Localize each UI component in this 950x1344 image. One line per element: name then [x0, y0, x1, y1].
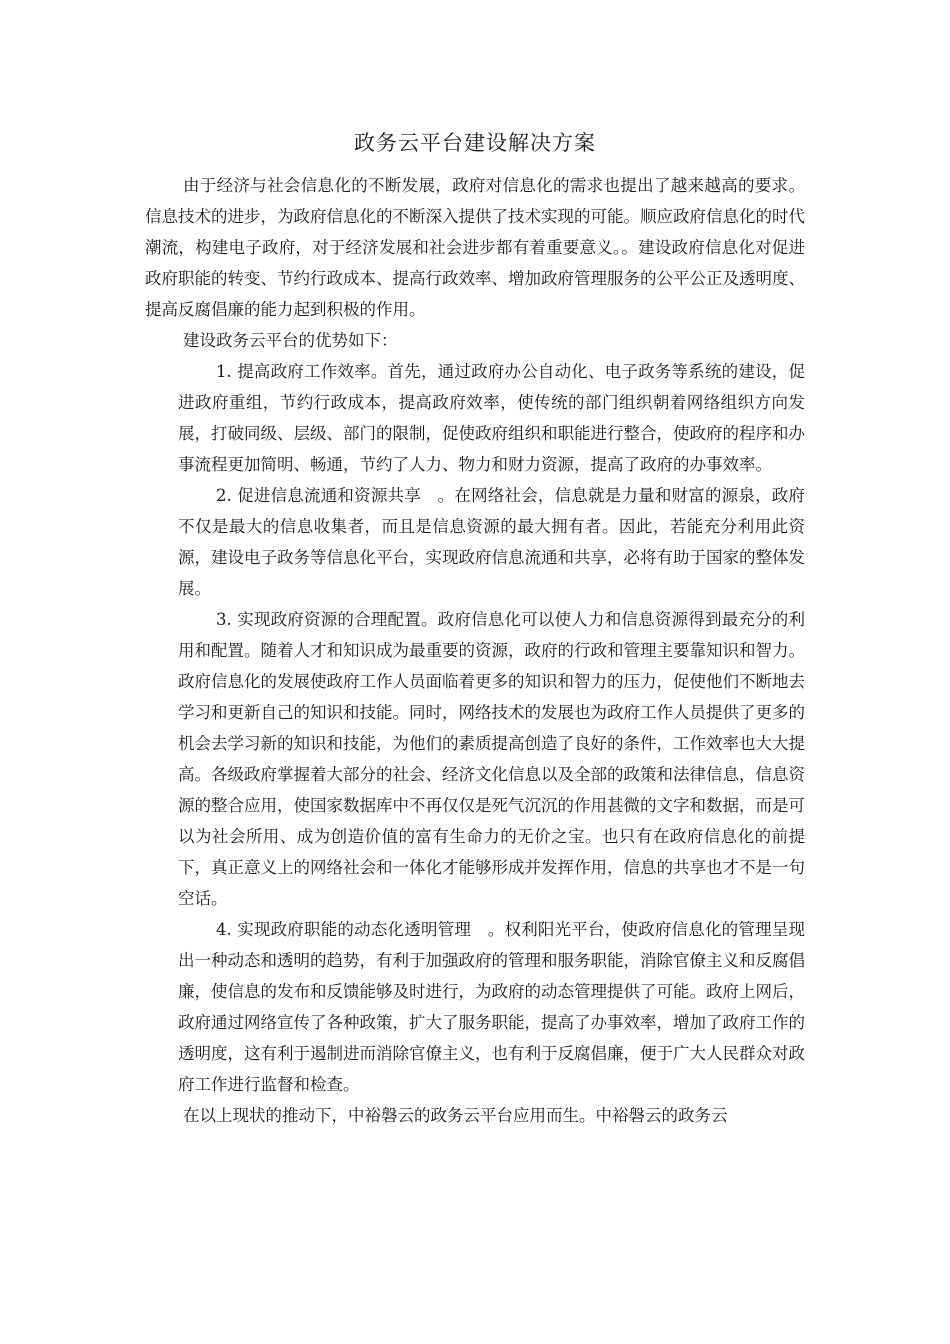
closing-paragraph: 在以上现状的推动下，中裕磐云的政务云平台应用而生。中裕磐云的政务云: [183, 1106, 728, 1125]
advantages-heading: 建设政务云平台的优势如下：: [183, 331, 398, 350]
document-title: 政务云平台建设解决方案: [354, 131, 596, 155]
advantage-item-4: 4. 实现政府职能的动态化透明管理 。权利阳光平台，使政府信息化的管理呈现出一种动态和透明的趋势，有利于加强政府的管理和服务职能，消除官僚主义和反腐倡廉，使信息的发布和反馈能够及时进行，为政府的动态管理提供了可能。政府上网后，政府通过网络宣传了各种政策，扩大了服务职能，提高了办事效率，增加了政府工作的透明度，这有利于遏制进而消除官僚主义，也有利于反腐倡廉，便于广大人民群众对政府工作进行监督和检查。: [178, 920, 805, 1094]
intro-paragraph: 由于经济与社会信息化的不断发展，政府对信息化的需求也提出了越来越高的要求。信息技术的进步，为政府信息化的不断深入提供了技术实现的可能。顺应政府信息化的时代潮流，构建电子政府，对于经济发展和社会进步都有着重要意义。。建设政府信息化对促进政府职能的转变、节约行政成本、提高行政效率、增加政府管理服务的公平公正及透明度、提高反腐倡廉的能力起到积极的作用。: [145, 176, 805, 319]
advantage-item-1: 1. 提高政府工作效率。首先，通过政府办公自动化、电子政务等系统的建设，促进政府重组，节约行政成本，提高政府效率，使传统的部门组织朝着网络组织方向发展，打破同级、层级、部门的限制，促使政府组织和职能进行整合，使政府的程序和办事流程更加简明、畅通，节约了人力、物力和财力资源，提高了政府的办事效率。: [178, 362, 805, 474]
advantage-item-2: 2. 促进信息流通和资源共享 。在网络社会，信息就是力量和财富的源泉，政府不仅是最大的信息收集者，而且是信息资源的最大拥有者。因此，若能充分利用此资源，建设电子政务等信息化平台，实现政府信息流通和共享，必将有助于国家的整体发展。: [178, 486, 805, 598]
document-body: [145, 170, 805, 1131]
advantage-item-3: 3. 实现政府资源的合理配置。政府信息化可以使人力和信息资源得到最充分的利用和配置。随着人才和知识成为最重要的资源，政府的行政和管理主要靠知识和智力。政府信息化的发展使政府工作人员面临着更多的知识和智力的压力，促使他们不断地去学习和更新自己的知识和技能。同时，网络技术的发展也为政府工作人员提供了更多的机会去学习新的知识和技能，为他们的素质提高创造了良好的条件，工作效率也大大提高。各级政府掌握着大部分的社会、经济文化信息以及全部的政策和法律信息，信息资源的整合应用，使国家数据库中不再仅仅是死气沉沉的作用甚微的文字和数据，而是可以为社会所用、成为创造价值的富有生命力的无价之宝。也只有在政府信息化的前提下，真正意义上的网络社会和一体化才能够形成并发挥作用，信息的共享也才不是一句空话。: [178, 610, 805, 908]
